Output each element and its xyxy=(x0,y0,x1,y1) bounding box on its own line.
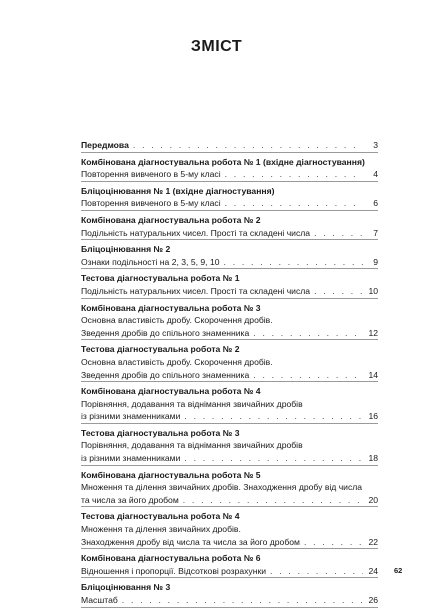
entry-divider xyxy=(81,181,378,182)
toc-heading-text: Тестова діагностувальна робота № 2 xyxy=(81,344,240,355)
toc-entry[interactable] xyxy=(81,156,378,182)
toc-entry[interactable] xyxy=(81,343,378,382)
toc-heading-text: Комбінована діагностувальна робота № 1 (вхідне діагностування) xyxy=(81,156,365,167)
toc-heading-text: Комбінована діагностувальна робота № 2 xyxy=(81,214,261,225)
toc-heading-text: Комбінована діагностувальна робота № 3 xyxy=(81,302,261,313)
toc-subtitle-text: Масштаб xyxy=(81,595,118,605)
toc-subtitle-text: із різними знаменниками xyxy=(81,453,181,464)
toc-page-number: 4 xyxy=(373,169,378,180)
toc-entry-subtitle xyxy=(81,452,378,465)
entry-divider xyxy=(81,607,378,608)
toc-heading-text: Комбінована діагностувальна робота № 5 xyxy=(81,469,261,480)
toc-page-number: 14 xyxy=(368,369,378,380)
toc-entry-heading xyxy=(81,510,378,523)
dot-leader xyxy=(225,197,363,210)
toc-entry-subtitle xyxy=(81,285,378,298)
toc-entry-subtitle xyxy=(81,398,378,411)
toc-subtitle-text: Множення та ділення звичайних дробів. Знаходження дробу від числа xyxy=(81,482,363,493)
toc-subtitle-text: Основна властивість дробу. Скорочення дробів. xyxy=(81,315,273,326)
toc-subtitle-text: Знаходження дробу від числа та числа за його дробом xyxy=(81,536,300,547)
dot-leader xyxy=(183,494,363,507)
toc-entry-heading xyxy=(81,343,378,356)
toc-entry-heading xyxy=(81,214,378,227)
toc-entry-heading xyxy=(81,156,378,169)
toc-entry-heading xyxy=(81,272,378,285)
toc-heading-text: Комбінована діагностувальна робота № 4 xyxy=(81,386,261,397)
entry-divider xyxy=(81,152,378,153)
toc-entry[interactable] xyxy=(81,272,378,298)
entry-divider xyxy=(81,239,378,240)
entry-divider xyxy=(81,381,378,382)
entry-divider xyxy=(81,548,378,549)
toc-subtitle-text: Повторення вивченого в 5-му класі xyxy=(81,169,221,180)
toc-entry-subtitle xyxy=(81,494,378,507)
toc-entry-subtitle xyxy=(81,481,378,494)
dot-leader xyxy=(225,168,363,181)
dot-leader xyxy=(253,327,363,340)
entry-divider xyxy=(81,298,378,299)
toc-entry[interactable] xyxy=(81,139,378,153)
dot-leader xyxy=(314,285,363,298)
toc-page-number: 7 xyxy=(373,227,378,238)
toc-entry-subtitle xyxy=(81,369,378,382)
toc-page-number: 20 xyxy=(368,494,378,505)
toc-heading-text: Бліцоцінювання № 1 (вхідне діагностування) xyxy=(81,185,275,196)
toc-heading-text: Бліцоцінювання № 3 xyxy=(81,582,171,593)
toc-page-number: 10 xyxy=(368,285,378,296)
toc-page-number: 24 xyxy=(368,565,378,576)
toc-subtitle-text: Відношення і пропорції. Відсоткові розрахунки xyxy=(81,565,267,576)
toc-entry-heading xyxy=(81,581,378,594)
toc-subtitle-text: Основна властивість дробу. Скорочення дробів. xyxy=(81,356,273,367)
entry-divider xyxy=(81,577,378,578)
toc-heading-text: Комбінована діагностувальна робота № 6 xyxy=(81,553,261,564)
toc-subtitle-text: Подільність натуральних чисел. Прості та складені числа xyxy=(81,285,311,296)
toc-entry[interactable] xyxy=(81,510,378,549)
toc-entry[interactable] xyxy=(81,427,378,466)
dot-leader xyxy=(184,410,363,423)
toc-entry-subtitle xyxy=(81,565,378,578)
toc-entry-subtitle xyxy=(81,197,378,210)
toc-page-number: 26 xyxy=(368,595,378,605)
toc-page-number: 12 xyxy=(368,327,378,338)
dot-leader xyxy=(122,594,363,607)
entry-divider xyxy=(81,465,378,466)
entry-divider xyxy=(81,268,378,269)
toc-page-number: 6 xyxy=(373,198,378,209)
toc-entry[interactable] xyxy=(81,243,378,269)
dot-leader xyxy=(184,452,363,465)
toc-heading-text: Бліцоцінювання № 2 xyxy=(81,244,171,255)
toc-entry-subtitle xyxy=(81,256,378,269)
toc-entry[interactable] xyxy=(81,385,378,424)
toc-subtitle-text: Зведення дробів до спільного знаменника xyxy=(81,327,250,338)
toc-entry-subtitle xyxy=(81,227,378,240)
toc-entry-heading xyxy=(81,243,378,256)
toc-entry-subtitle xyxy=(81,327,378,340)
toc-entry[interactable] xyxy=(81,469,378,508)
toc-page-number: 22 xyxy=(368,536,378,547)
toc-subtitle-text: Зведення дробів до спільного знаменника xyxy=(81,369,250,380)
toc-entry-subtitle xyxy=(81,314,378,327)
toc-entry-subtitle xyxy=(81,356,378,369)
toc-entry-heading xyxy=(81,427,378,440)
toc-entry-heading xyxy=(81,385,378,398)
dot-leader xyxy=(270,565,363,578)
toc-subtitle-text: Порівняння, додавання та віднімання звичайних дробів xyxy=(81,398,303,409)
toc-entry[interactable] xyxy=(81,581,378,607)
dot-leader xyxy=(314,227,363,240)
toc-entry[interactable] xyxy=(81,185,378,211)
toc-entry-heading xyxy=(81,139,378,152)
toc-subtitle-text: Повторення вивченого в 5-му класі xyxy=(81,198,221,209)
toc-entry-subtitle xyxy=(81,594,378,607)
toc-entry-heading xyxy=(81,185,378,198)
page-number: 62 xyxy=(394,566,403,575)
toc-subtitle-text: Множення та ділення звичайних дробів. xyxy=(81,524,241,535)
toc-heading-text: Тестова діагностувальна робота № 4 xyxy=(81,511,240,522)
toc-page-number: 9 xyxy=(373,256,378,267)
dot-leader xyxy=(224,256,363,269)
toc-entry-heading xyxy=(81,302,378,315)
toc-subtitle-text: Подільність натуральних чисел. Прості та складені числа xyxy=(81,227,311,238)
table-of-contents xyxy=(81,139,378,611)
toc-entry-subtitle xyxy=(81,439,378,452)
entry-divider xyxy=(81,339,378,340)
toc-page-number: 18 xyxy=(368,453,378,464)
toc-entry-subtitle xyxy=(81,168,378,181)
toc-subtitle-text: Ознаки подільності на 2, 3, 5, 9, 10 xyxy=(81,256,220,267)
toc-subtitle-text: Порівняння, додавання та віднімання звичайних дробів xyxy=(81,440,303,451)
dot-leader xyxy=(253,369,363,382)
entry-divider xyxy=(81,210,378,211)
dot-leader xyxy=(133,139,363,152)
toc-entry-subtitle xyxy=(81,410,378,423)
toc-heading-text: Передмова xyxy=(81,140,129,150)
toc-entry[interactable] xyxy=(81,214,378,240)
dot-leader xyxy=(304,536,363,549)
toc-heading-text: Тестова діагностувальна робота № 1 xyxy=(81,273,240,284)
toc-entry-subtitle xyxy=(81,523,378,536)
entry-divider xyxy=(81,423,378,424)
toc-entry[interactable] xyxy=(81,552,378,578)
toc-entry-heading xyxy=(81,552,378,565)
toc-page-number: 3 xyxy=(373,140,378,150)
toc-entry-subtitle xyxy=(81,536,378,549)
toc-heading-text: Тестова діагностувальна робота № 3 xyxy=(81,427,240,438)
toc-entry-heading xyxy=(81,469,378,482)
toc-entry[interactable] xyxy=(81,302,378,341)
toc-subtitle-text: та числа за його дробом xyxy=(81,494,179,505)
toc-page-number: 16 xyxy=(368,411,378,422)
toc-subtitle-text: із різними знаменниками xyxy=(81,411,181,422)
entry-divider xyxy=(81,506,378,507)
page-title: ЗМІСТ xyxy=(190,38,243,55)
